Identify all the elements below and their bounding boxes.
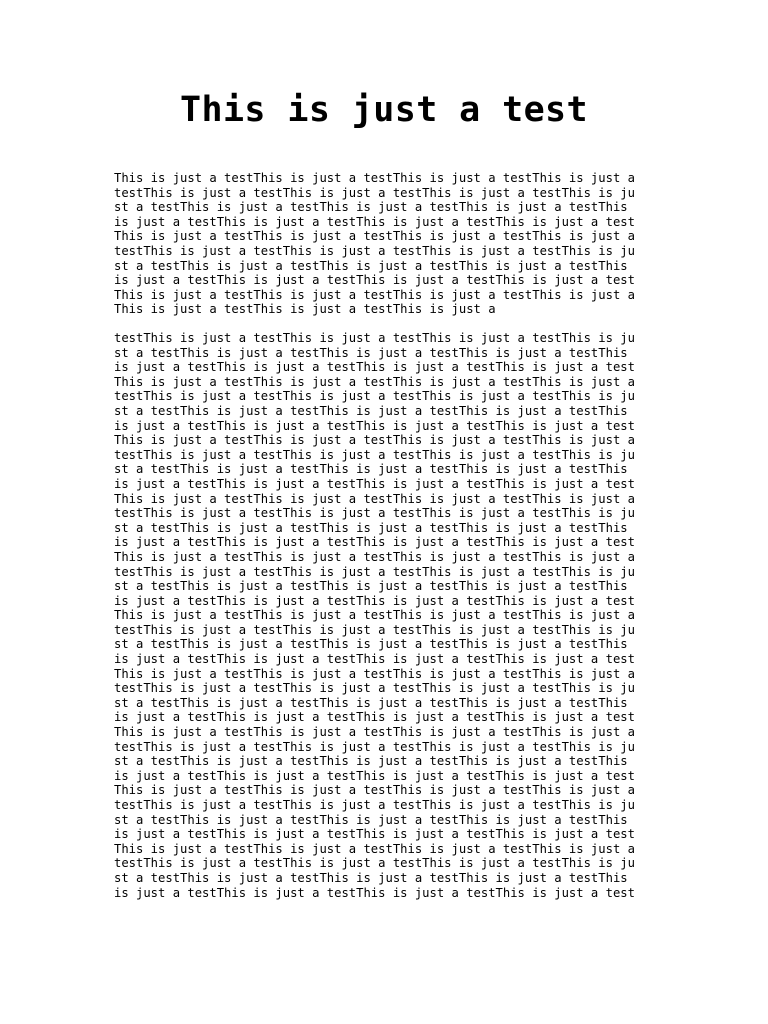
document-title: This is just a test: [180, 90, 588, 130]
body-paragraph-2: testThis is just a testThis is just a testThis is just a testThis is ju st a testThis is just a testThis is just a testThis is just a testThis is just a testThis is just a testThis is just a testThis is just a test This is just a testThis is just a testThis is just a testThis is just a testThis is just a testThis is just a testThis is just a testThis is ju st a testThis is just a testThis is just a testThis is just a testThis is just a testThis is just a testThis is just a testThis is just a test This is just a testThis is just a testThis is just a testThis is just a testThis is just a testThis is just a testThis is just a testThis is ju st a testThis is just a testThis is just a testThis is just a testThis is just a testThis is just a testThis is just a testThis is just a test This is just a testThis is just a testThis is just a testThis is just a testThis is just a testThis is just a testThis is just a testThis is ju st a testThis is just a testThis is just a testThis is just a testThis is just a testThis is just a testThis is just a testThis is just a test This is just a testThis is just a testThis is just a testThis is just a testThis is just a testThis is just a testThis is just a testThis is ju st a testThis is just a testThis is just a testThis is just a testThis is just a testThis is just a testThis is just a testThis is just a test This is just a testThis is just a testThis is just a testThis is just a testThis is just a testThis is just a testThis is just a testThis is ju st a testThis is just a testThis is just a testThis is just a testThis is just a testThis is just a testThis is just a testThis is just a test This is just a testThis is just a testThis is just a testThis is just a testThis is just a testThis is just a testThis is just a testThis is ju st a testThis is just a testThis is just a testThis is just a testThis is just a testThis is just a testThis is just a testThis is just a test This is just a testThis is just a testThis is just a testThis is just a testThis is just a testThis is just a testThis is just a testThis is ju st a testThis is just a testThis is just a testThis is just a testThis is just a testThis is just a testThis is just a testThis is just a test This is just a testThis is just a testThis is just a testThis is just a testThis is just a testThis is just a testThis is just a testThis is ju st a testThis is just a testThis is just a testThis is just a testThis is just a testThis is just a testThis is just a testThis is just a test This is just a testThis is just a testThis is just a testThis is just a testThis is just a testThis is just a testThis is just a testThis is ju st a testThis is just a testThis is just a testThis is just a testThis is just a testThis is just a testThis is just a testThis is just a test: [114, 331, 635, 900]
body-paragraph-1: This is just a testThis is just a testThis is just a testThis is just a testThis is just a testThis is just a testThis is just a testThis is ju st a testThis is just a testThis is just a testThis is just a testThis is just a testThis is just a testThis is just a testThis is just a test This is just a testThis is just a testThis is just a testThis is just a testThis is just a testThis is just a testThis is just a testThis is ju st a testThis is just a testThis is just a testThis is just a testThis is just a testThis is just a testThis is just a testThis is just a test This is just a testThis is just a testThis is just a testThis is just a This is just a testThis is just a testThis is just a: [114, 171, 635, 317]
